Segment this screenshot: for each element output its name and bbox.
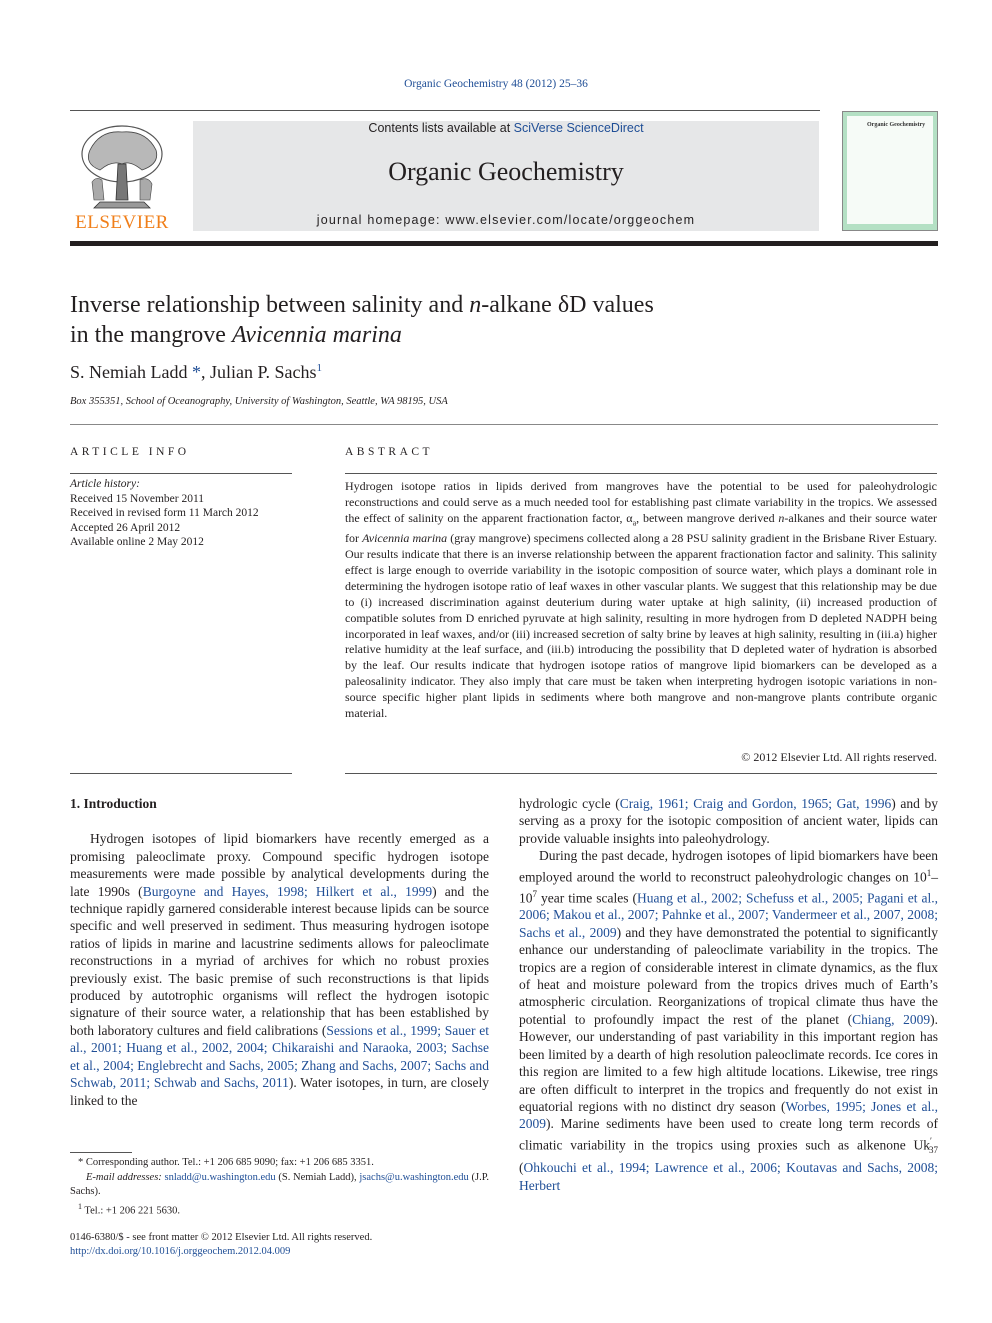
email-sachs-link[interactable]: jsachs@u.washington.edu — [359, 1171, 469, 1183]
prime-mark: ′ — [930, 1135, 932, 1146]
intro-paragraph-1-cont — [519, 795, 938, 847]
text: (S. Nemiah Ladd), — [275, 1171, 360, 1183]
reference-link[interactable]: Ohkouchi et al., 1994; Lawrence et al., 2006; Koutavas and Sachs, 2008; Herbert — [519, 1160, 938, 1193]
text: – — [931, 869, 938, 885]
reference-link[interactable]: Burgoyne and Hayes, 1998; Hilkert et al., 1999 — [142, 883, 433, 899]
contents-line — [193, 121, 819, 135]
text: ) and the technique rapidly garnered considerable interest because lipids can be source specific and well preserved in sediment. Thus measuring hydrogen isotope ratios of lipids in marine and lacustrine sediments allows for paleoclimate reconstructions in a myriad of archives for which no robust proxies previously exist. The basic premise of such reconstructions is that lipids produced by autotrophic organisms will reflect the hydrogen isotopic signature of their source water, a relationship that has been established by both laboratory cultures and field calibrations ( — [70, 883, 490, 1038]
text: Tel.: +1 206 221 5630. — [82, 1205, 181, 1216]
text: ). However, our understanding of past variability in this important region has been limited by a dearth of high resolution paleoclimate records. Ice cores in this region are limited to a few high altitude locations. Likewise, tree rings are often difficult to interpret in the tropics and frequently do not exist in equatorial regions with no distinct dry season ( — [519, 1011, 938, 1114]
article-info-rule — [70, 473, 292, 474]
publisher-name: ELSEVIER — [75, 212, 169, 233]
history-accepted: Accepted 26 April 2012 — [70, 521, 181, 534]
text: Hydrogen isotopes of lipid biomarkers have recently emerged as a promising paleoclimate proxy. Compound specific hydrogen isotope measurements were made possible by analytical developments during the late 1990s ( — [70, 831, 489, 899]
article-info-rule-bottom — [70, 773, 292, 774]
text: (J.P. Sachs). — [70, 1171, 490, 1197]
corresponding-author-mark[interactable]: * — [191, 362, 201, 382]
abstract-part: Hydrogen isotope ratios in lipids derived from mangroves have the potential to be used for paleohydrologic reconstructions and could serve as a much needed tool for establishing past climate variability in the tropics. We assessed the effect of salinity on the apparent fractionation factor, α — [345, 479, 937, 525]
footnote-mark: 1 — [78, 1201, 82, 1211]
elsevier-tree-logo — [70, 120, 174, 216]
text: ). Marine sediments have been used to create long term records of climatic variability in the tropics using proxies such as alkenone Uk — [519, 1116, 938, 1153]
article-history — [70, 477, 259, 550]
header-thick-rule — [70, 241, 938, 246]
issn-line: 0146-6380/$ - see front matter © 2012 Elsevier Ltd. All rights reserved. — [70, 1232, 373, 1243]
cover-page — [847, 116, 933, 224]
header-rule — [70, 110, 820, 111]
abstract-part: (gray mangrove) specimens collected along a 28 PSU salinity gradient in the Brisbane River Estuary. Our results indicate that there is an inverse relationship between the apparent fractionation factor and salinity. This salinity effect is large enough to override variability in the isotopic composition of source water, which plays a dominant role in determining the hydrogen isotope ratio of leaf waxes in other vascular plants. We suggest that this relationship may be due to (i) increased discrimination against deuterium during water uptake at high salinity, (ii) increased production of compatible solutes from D enriched pyruvate at high salinity, resulting in more hydrogen from D depleted NADPH being incorporated in leaf waxes, and/or (iii) increased secretion of salty brine by leaves at high salinity, resulting in (iii.a) higher relative humidity at the leaf surface, and (iii.b) introducing the possibility that D depleted water of hydration is absorbed by the leaf. Our results indicate that hydrogen isotope ratios of mangrove lipid biomarkers can be developed as a paleosalinity indicator. They also imply that care must be taken when interpreting hydrogen isotopic variations in non-source specific higher plant lipids in sediments where both mangrove and non-mangrove plants contribute organic material. — [345, 531, 937, 721]
reference-link[interactable]: Worbes, 1995; Jones et al., 2009 — [519, 1098, 939, 1132]
history-received: Received 15 November 2011 — [70, 492, 205, 505]
footnote-corresponding — [70, 1156, 489, 1171]
author-list — [70, 362, 322, 383]
title-italic: n — [469, 292, 482, 318]
reference-link[interactable]: Craig, 1961; Craig and Gordon, 1965; Gat, 1996 — [619, 796, 892, 811]
text: ) and by serving as a proxy for the isotopic composition of ancient water, lipids can provide valuable insights into paleohydrology. — [519, 796, 938, 846]
footnote-1 — [70, 1200, 489, 1219]
contents-prefix: Contents lists available at — [368, 121, 514, 135]
exponent: 7 — [532, 888, 537, 899]
email-label: E-mail addresses: — [86, 1171, 162, 1183]
doi-link[interactable]: http://dx.doi.org/10.1016/j.orggeochem.2012.04.009 — [70, 1246, 291, 1257]
reference-link[interactable]: Huang et al., 2002; Schefuss et al., 2005; Pagani et al., 2006; Makou et al., 2007; Pahnke et al., 2007; Vandermeer et al., 2007, 2008; Sachs et al., 2009 — [519, 890, 938, 940]
footnote-rule — [70, 1152, 132, 1153]
title-part: Inverse relationship between salinity and — [70, 292, 470, 318]
title-part: in the mangrove — [70, 322, 232, 348]
affiliation: Box 355351, School of Oceanography, University of Washington, Seattle, WA 98195, USA — [70, 396, 448, 407]
exponent: 1 — [926, 867, 932, 878]
journal-title: Organic Geochemistry — [388, 157, 624, 186]
history-revised: Received in revised form 11 March 2012 — [70, 507, 259, 520]
alpha-subscript: a — [632, 518, 637, 528]
abstract-italic: n — [778, 510, 785, 525]
title-species: Avicennia marina — [231, 322, 402, 348]
abstract-rule-bottom — [345, 773, 937, 774]
abstract-part: , between mangrove derived — [636, 510, 779, 525]
copyright: © 2012 Elsevier Ltd. All rights reserved. — [741, 750, 937, 764]
journal-homepage[interactable]: journal homepage: www.elsevier.com/locate/orggeochem — [316, 213, 696, 227]
text: ) and they have demonstrated the potential to significantly enhance our understanding of paleoclimate variability in the tropics. The tropics are a region of considerable interest in climate dynamics, as the flux of heat and moisture poleward from the tropics drives much of Earth’s atmospheric circulation. Reorganizations of tropical climate thus have the potential to profoundly impact the rest of the planet ( — [519, 924, 938, 1027]
section-rule — [70, 424, 938, 425]
introduction-heading: 1. Introduction — [70, 796, 157, 811]
intro-paragraph-1 — [70, 830, 489, 1109]
text: Corresponding author. Tel.: +1 206 685 9090; fax: +1 206 685 3351. — [83, 1157, 374, 1168]
abstract-text — [345, 479, 937, 722]
text: hydrologic cycle ( — [519, 796, 620, 811]
reference-link[interactable]: Chiang, 2009 — [852, 1011, 931, 1027]
body-left-column — [70, 795, 489, 1109]
intro-paragraph-2 — [519, 847, 938, 1194]
subscript: 37 — [929, 1144, 938, 1155]
footnote-emails — [70, 1171, 489, 1200]
footnote-mark-1[interactable]: 1 — [316, 362, 322, 374]
text: 10 — [913, 869, 927, 885]
reference-link[interactable]: Sessions et al., 1999; Sauer et al., 2001; Huang et al., 2002, 2004; Chikaraishi and Naraoka, 2003; Sachse et al., 2004; Englebrecht and Sachs, 2005; Zhang and Sachs, 2007; Sachs and Schwab, 2011; Schwab and Sachs, 2011 — [70, 1022, 490, 1091]
author-separator: , — [200, 362, 210, 382]
article-title — [70, 290, 930, 350]
article-info-heading: ARTICLE INFO — [70, 446, 190, 458]
footnotes — [70, 1156, 489, 1219]
author-sachs: Julian P. Sachs — [209, 362, 317, 382]
journal-cover-thumbnail — [842, 111, 938, 231]
history-online: Available online 2 May 2012 — [70, 536, 204, 549]
journal-citation[interactable]: Organic Geochemistry 48 (2012) 25–36 — [404, 78, 588, 90]
text: 10 — [519, 890, 533, 906]
abstract-rule — [345, 473, 937, 474]
history-label: Article history: — [70, 478, 140, 490]
text: year time scales ( — [537, 890, 637, 906]
body-right-column — [519, 795, 938, 1194]
abstract-species: Avicennia marina — [362, 531, 448, 546]
author-ladd: S. Nemiah Ladd — [70, 362, 188, 382]
text: ). Water isotopes, in turn, are closely linked to the — [70, 1075, 490, 1108]
title-part: -alkane δD values — [481, 292, 654, 318]
footnote-mark: * — [78, 1157, 84, 1168]
abstract-part: -alkanes and their source water for — [345, 510, 937, 546]
front-matter — [70, 1231, 372, 1259]
email-ladd-link[interactable]: snladd@u.washington.edu — [164, 1171, 276, 1183]
text: ( — [519, 1160, 524, 1176]
text: During the past decade, hydrogen isotopes of lipid biomarkers have been employed around the world to reconstruct paleohydrologic changes on — [519, 848, 938, 885]
cover-title: Organic Geochemistry — [867, 122, 926, 128]
abstract-heading: ABSTRACT — [345, 446, 434, 458]
sciverse-link[interactable]: SciVerse ScienceDirect — [513, 121, 644, 135]
